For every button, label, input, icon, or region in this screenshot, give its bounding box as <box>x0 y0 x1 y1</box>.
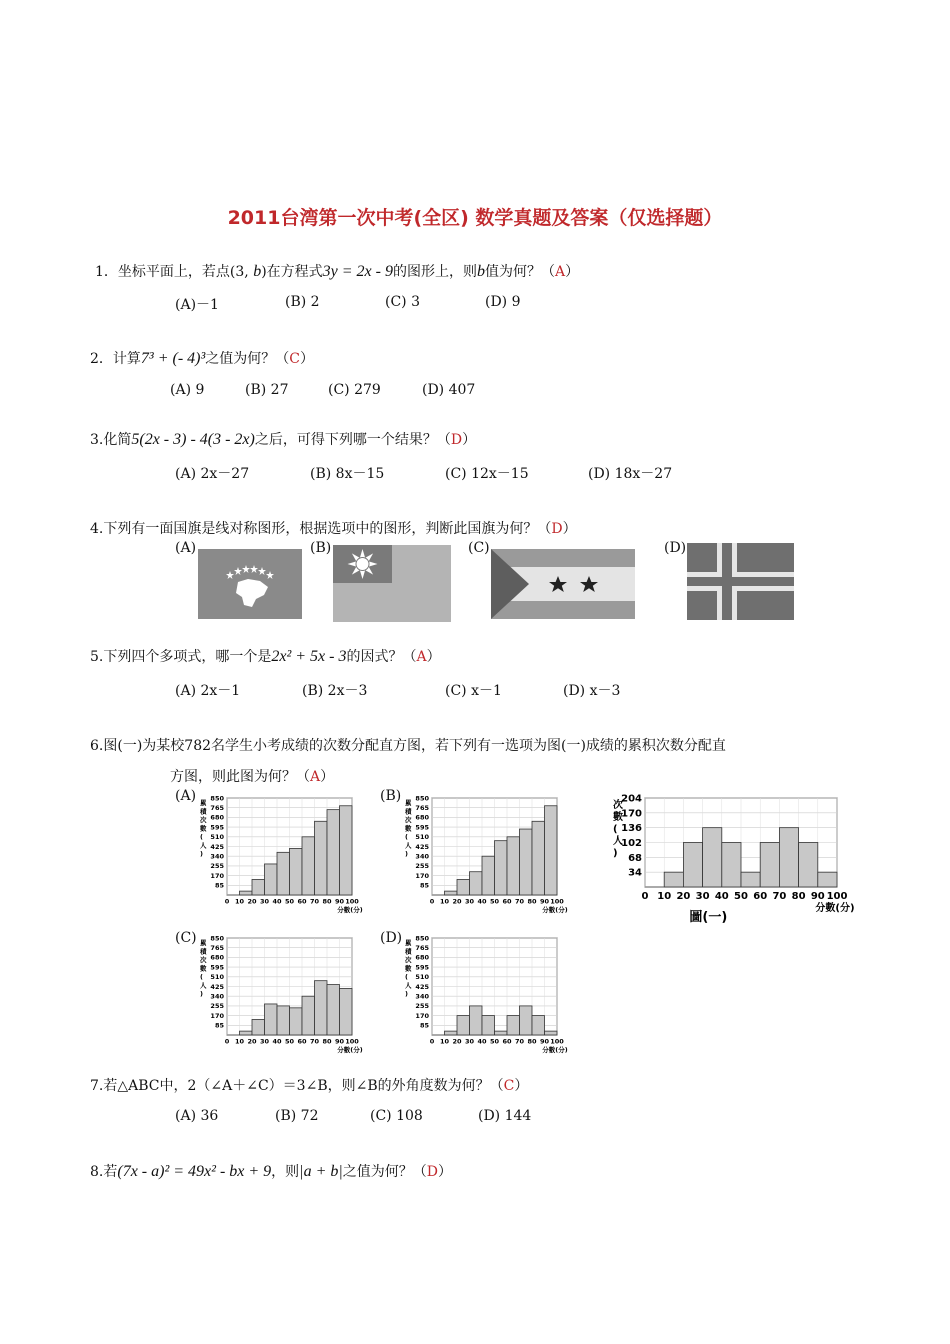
x-tick-label: 50 <box>489 897 500 906</box>
y-tick-label: 765 <box>415 803 429 812</box>
histogram-bar <box>302 996 315 1035</box>
q7-close: ） <box>514 1078 529 1094</box>
x-tick-label: 100 <box>345 1037 359 1046</box>
x-tick-label: 0 <box>429 1037 435 1046</box>
y-tick-label: 510 <box>210 833 224 842</box>
histogram-bar <box>482 856 495 895</box>
q1-equation: 3y = 2x - 9 <box>322 263 393 280</box>
histogram-bar <box>722 843 741 888</box>
histogram-bar <box>252 879 265 895</box>
y-tick-label: 68 <box>628 852 642 864</box>
q1-stem-a: 1．坐标平面上，若点(3, <box>95 264 254 280</box>
q6-stem-b: 方图，则此图为何？（ <box>170 769 310 785</box>
x-tick-label: 30 <box>259 1037 270 1046</box>
q3-option-d: (D) 18x－27 <box>588 466 673 482</box>
histogram-bar <box>277 1006 290 1035</box>
y-tick-label: 765 <box>415 943 429 952</box>
q7-answer: C <box>503 1078 515 1094</box>
y-axis-label-char: ( <box>200 833 203 841</box>
y-axis-label-char: 累 <box>200 939 207 947</box>
y-tick-label: 510 <box>415 973 429 982</box>
y-tick-label: 850 <box>415 794 429 803</box>
y-tick-label: 340 <box>415 852 429 861</box>
q7-option-c: (C) 108 <box>370 1108 423 1124</box>
q1-option-a: (A)－1 <box>175 297 219 313</box>
y-tick-label: 850 <box>415 934 429 943</box>
x-tick-label: 30 <box>695 891 710 902</box>
histogram-bar <box>470 872 483 895</box>
x-tick-label: 40 <box>477 897 487 906</box>
x-tick-label: 80 <box>791 891 806 902</box>
y-axis-label-char: 數 <box>200 824 207 833</box>
x-axis-label: 分數(分) <box>337 906 363 914</box>
y-axis-label-char: 次 <box>613 800 623 811</box>
x-tick-label: 80 <box>322 897 332 906</box>
q3-close: ） <box>462 432 477 448</box>
q5-option-a: (A) 2x－1 <box>175 683 241 699</box>
q3-option-c: (C) 12x－15 <box>445 466 529 482</box>
x-tick-label: 20 <box>452 897 462 906</box>
x-tick-label: 0 <box>224 1037 230 1046</box>
y-axis-label-char: ) <box>613 848 618 859</box>
y-tick-label: 204 <box>621 793 642 805</box>
y-axis-label-char: ( <box>405 833 408 841</box>
y-axis-label-char: 積 <box>405 807 412 816</box>
q7-option-b: (B) 72 <box>275 1108 319 1124</box>
x-tick-label: 70 <box>514 897 525 906</box>
y-axis-label-char: 次 <box>405 816 412 824</box>
x-tick-label: 80 <box>527 897 537 906</box>
x-tick-label: 40 <box>477 1037 487 1046</box>
histogram-bar <box>240 1031 253 1035</box>
q6-close: ） <box>320 769 335 785</box>
y-tick-label: 340 <box>415 992 429 1001</box>
x-tick-label: 0 <box>224 897 230 906</box>
histogram-bar <box>470 1006 483 1035</box>
x-tick-label: 50 <box>734 891 748 902</box>
y-axis-label-char: 人 <box>405 981 412 990</box>
y-tick-label: 255 <box>415 862 429 871</box>
y-tick-label: 255 <box>415 1002 429 1011</box>
histogram-option-b <box>400 790 568 915</box>
x-tick-label: 20 <box>452 1037 462 1046</box>
y-tick-label: 425 <box>210 842 224 851</box>
x-tick-label: 40 <box>272 897 282 906</box>
y-axis-label-char: ) <box>200 850 203 858</box>
histogram-bar <box>315 821 328 895</box>
y-axis-label-char: 人 <box>200 841 207 850</box>
histogram-bar <box>252 1019 265 1035</box>
question-5 <box>90 646 441 666</box>
q8-stem-c: 之值为何？（ <box>342 1164 427 1180</box>
roc-flag <box>333 545 451 622</box>
histogram-bar <box>741 872 760 887</box>
histogram-bar <box>457 879 470 895</box>
histogram-bar <box>495 841 508 895</box>
x-tick-label: 90 <box>334 897 345 906</box>
q2-option-c: (C) 279 <box>328 382 381 398</box>
y-tick-label: 680 <box>210 953 224 962</box>
y-tick-label: 510 <box>415 833 429 842</box>
x-tick-label: 30 <box>259 897 270 906</box>
y-axis-label-char: 積 <box>200 947 207 956</box>
x-tick-label: 40 <box>272 1037 282 1046</box>
y-tick-label: 595 <box>210 963 224 972</box>
q5-option-c: (C) x－1 <box>445 683 502 699</box>
y-axis-label-char: ( <box>200 973 203 981</box>
q6-label-c: (C) <box>175 930 197 946</box>
x-tick-label: 100 <box>345 897 359 906</box>
x-tick-label: 10 <box>234 1037 245 1046</box>
q1-stem-c: 的图形上，则 <box>392 264 477 280</box>
histogram-bar <box>302 837 315 895</box>
histogram-bar <box>532 1016 545 1035</box>
x-axis-label: 分數(分) <box>337 1046 363 1054</box>
histogram-bar <box>445 891 458 895</box>
y-axis-label-char: 累 <box>200 799 207 807</box>
x-tick-label: 90 <box>539 1037 550 1046</box>
y-tick-label: 85 <box>214 881 224 890</box>
q3-stem-b: 之后，可得下列哪一个结果？（ <box>254 432 451 448</box>
y-tick-label: 102 <box>621 838 642 849</box>
y-tick-label: 510 <box>210 973 224 982</box>
histogram-option-d <box>400 930 568 1055</box>
histogram-bar <box>290 1008 303 1035</box>
y-axis-label-char: 累 <box>405 799 412 807</box>
question-4 <box>90 518 577 538</box>
q3-option-a: (A) 2x－27 <box>175 466 250 482</box>
histogram-bar <box>818 872 837 887</box>
x-tick-label: 30 <box>464 897 475 906</box>
x-tick-label: 60 <box>297 1037 307 1046</box>
q6-label-a: (A) <box>175 788 197 804</box>
y-tick-label: 85 <box>419 1021 429 1030</box>
histogram-bar <box>482 1016 495 1035</box>
question-2 <box>90 348 314 368</box>
q8-abs-expression: |a + b| <box>299 1163 343 1180</box>
y-tick-label: 170 <box>210 1011 224 1020</box>
star-flag <box>491 549 635 619</box>
y-tick-label: 595 <box>210 823 224 832</box>
q8-stem-b: ，则 <box>271 1164 300 1180</box>
q1-answer: A <box>554 264 566 280</box>
x-axis-label: 分數(分) <box>815 903 855 914</box>
histogram-bar <box>799 843 818 888</box>
y-axis-label-char: 人 <box>613 836 623 847</box>
q5-stem-b: 的因式？（ <box>346 649 417 665</box>
x-tick-label: 20 <box>247 897 257 906</box>
x-tick-label: 90 <box>334 1037 345 1046</box>
histogram-bar <box>265 864 278 895</box>
q2-expression: 7³ + (- 4)³ <box>140 350 206 367</box>
y-axis-label-char: ( <box>613 824 618 835</box>
q1-stem-b: )在方程式 <box>261 264 323 280</box>
y-axis-label-char: 次 <box>200 816 207 824</box>
y-tick-label: 765 <box>210 943 224 952</box>
y-axis-label-char: 次 <box>405 956 412 964</box>
q3-option-b: (B) 8x－15 <box>310 466 385 482</box>
q8-close: ） <box>438 1164 452 1180</box>
question-1 <box>95 261 579 281</box>
q5-close: ） <box>426 649 441 665</box>
y-tick-label: 170 <box>415 871 429 880</box>
question-8 <box>90 1161 452 1181</box>
q8-expression: (7x - a)² = 49x² - bx + 9 <box>117 1163 272 1180</box>
y-tick-label: 595 <box>415 963 429 972</box>
y-axis-label-char: 次 <box>200 956 207 964</box>
histogram-bar <box>507 837 520 895</box>
q2-option-b: (B) 27 <box>245 382 289 398</box>
x-tick-label: 70 <box>514 1037 525 1046</box>
histogram-bar <box>265 1004 278 1035</box>
y-axis-label-char: ) <box>405 990 408 998</box>
y-tick-label: 170 <box>621 808 642 820</box>
y-axis-label-char: 人 <box>405 841 412 850</box>
histogram-bar <box>683 843 702 888</box>
q2-option-d: (D) 407 <box>422 382 476 398</box>
y-tick-label: 680 <box>415 953 429 962</box>
x-tick-label: 20 <box>676 891 691 902</box>
q2-close: ） <box>300 351 315 367</box>
q4-stem: 4.下列有一面国旗是线对称图形，根据选项中的图形，判断此国旗为何？（ <box>90 521 552 537</box>
y-tick-label: 340 <box>210 992 224 1001</box>
histogram-bar <box>545 806 558 895</box>
q1-option-c: (C) 3 <box>385 294 420 310</box>
x-tick-label: 60 <box>502 1037 512 1046</box>
y-axis-label-char: 數 <box>200 964 207 973</box>
histogram-bar <box>340 806 353 895</box>
histogram-bar <box>779 828 798 887</box>
histogram-bar <box>495 1031 508 1035</box>
y-axis-label-char: 累 <box>405 939 412 947</box>
x-tick-label: 20 <box>247 1037 257 1046</box>
q3-stem-a: 3.化简 <box>90 432 132 448</box>
x-tick-label: 0 <box>429 897 435 906</box>
question-7 <box>90 1075 528 1095</box>
x-tick-label: 90 <box>810 891 825 902</box>
y-tick-label: 595 <box>415 823 429 832</box>
x-tick-label: 50 <box>489 1037 500 1046</box>
histogram-bar <box>240 891 253 895</box>
y-tick-label: 170 <box>210 871 224 880</box>
question-6: 6.图(一)为某校782名学生小考成绩的次数分配直方图，若下列有一选项为图(一)成绩的累积次数分配直 <box>90 738 726 754</box>
histogram-bar <box>457 1016 470 1035</box>
nordic-cross-flag <box>687 543 794 620</box>
histogram-bar <box>545 1031 558 1035</box>
q2-stem-a: 2．计算 <box>90 351 141 367</box>
x-tick-label: 70 <box>309 897 320 906</box>
y-tick-label: 170 <box>415 1011 429 1020</box>
y-tick-label: 136 <box>621 823 642 835</box>
y-axis-label-char: ) <box>405 850 408 858</box>
y-axis-label-char: 積 <box>405 947 412 956</box>
q5-stem-a: 5.下列四个多项式，哪一个是 <box>90 649 272 665</box>
y-tick-label: 85 <box>419 881 429 890</box>
y-tick-label: 425 <box>415 842 429 851</box>
q1-option-b: (B) 2 <box>285 294 320 310</box>
question-3 <box>90 429 476 449</box>
x-tick-label: 100 <box>826 891 848 902</box>
q4-label-d: (D) <box>664 540 687 556</box>
q5-option-d: (D) x－3 <box>563 683 621 699</box>
y-axis-label-char: 數 <box>613 812 623 823</box>
y-axis-label-char: ) <box>200 990 203 998</box>
q7-option-d: (D) 144 <box>478 1108 532 1124</box>
x-tick-label: 10 <box>657 891 672 902</box>
x-axis-label: 分數(分) <box>542 1046 568 1054</box>
q1-var-b: b <box>253 263 262 280</box>
x-tick-label: 10 <box>439 1037 450 1046</box>
q4-label-c: (C) <box>468 540 490 556</box>
histogram-figure-1 <box>605 790 855 925</box>
q7-option-a: (A) 36 <box>175 1108 219 1124</box>
x-tick-label: 60 <box>502 897 512 906</box>
q6-answer: A <box>310 769 321 785</box>
q6-label-b: (B) <box>380 788 402 804</box>
histogram-bar <box>507 1016 520 1035</box>
x-tick-label: 10 <box>234 897 245 906</box>
y-axis-label-char: ( <box>405 973 408 981</box>
q8-answer: D <box>426 1164 438 1180</box>
y-tick-label: 255 <box>210 1002 224 1011</box>
q7-stem: 7.若△ABC中，2（∠A＋∠C）＝3∠B，则∠B的外角度数为何？（ <box>90 1078 504 1094</box>
x-tick-label: 50 <box>284 897 295 906</box>
y-axis-label-char: 人 <box>200 981 207 990</box>
y-tick-label: 85 <box>214 1021 224 1030</box>
histogram-bar <box>340 988 353 1035</box>
y-tick-label: 34 <box>628 867 642 879</box>
histogram-bar <box>315 981 328 1035</box>
y-tick-label: 255 <box>210 862 224 871</box>
figure-caption: 圖(一) <box>689 910 728 925</box>
y-tick-label: 340 <box>210 852 224 861</box>
q2-answer: C <box>289 351 301 367</box>
document-title: 2011台湾第一次中考(全区) 数学真题及答案（仅选择题） <box>227 207 723 229</box>
q1-option-d: (D) 9 <box>485 294 521 310</box>
y-tick-label: 680 <box>210 813 224 822</box>
histogram-bar <box>290 848 303 895</box>
x-tick-label: 30 <box>464 1037 475 1046</box>
y-tick-label: 850 <box>210 794 224 803</box>
histogram-bar <box>445 1031 458 1035</box>
y-tick-label: 765 <box>210 803 224 812</box>
x-tick-label: 80 <box>322 1037 332 1046</box>
y-axis-label-char: 數 <box>405 964 412 973</box>
x-tick-label: 0 <box>641 891 649 902</box>
y-tick-label: 425 <box>415 982 429 991</box>
kosovo-flag <box>198 549 302 619</box>
q4-label-a: (A) <box>175 540 197 556</box>
q3-expression: 5(2x - 3) - 4(3 - 2x) <box>131 431 255 448</box>
histogram-bar <box>664 872 683 887</box>
x-tick-label: 70 <box>309 1037 320 1046</box>
y-tick-label: 425 <box>210 982 224 991</box>
q4-answer: D <box>551 521 563 537</box>
y-axis-label-char: 數 <box>405 824 412 833</box>
x-tick-label: 100 <box>550 1037 564 1046</box>
q5-answer: A <box>416 649 427 665</box>
y-tick-label: 850 <box>210 934 224 943</box>
q1-close: ） <box>565 264 580 280</box>
histogram-bar <box>760 843 779 888</box>
x-tick-label: 10 <box>439 897 450 906</box>
x-tick-label: 70 <box>772 891 787 902</box>
histogram-bar <box>327 985 340 1035</box>
x-tick-label: 100 <box>550 897 564 906</box>
histogram-option-c <box>195 930 363 1055</box>
q5-option-b: (B) 2x－3 <box>302 683 368 699</box>
histogram-bar <box>277 852 290 895</box>
q6-label-d: (D) <box>380 930 403 946</box>
q3-answer: D <box>450 432 463 448</box>
x-tick-label: 60 <box>297 897 307 906</box>
q1-var-b-2: b <box>476 263 485 280</box>
question-6-line-2 <box>170 766 334 786</box>
x-tick-label: 40 <box>714 891 729 902</box>
x-tick-label: 50 <box>284 1037 295 1046</box>
q4-close: ） <box>562 521 577 537</box>
x-tick-label: 60 <box>753 891 768 902</box>
q8-stem-a: 8.若 <box>90 1164 118 1180</box>
q4-label-b: (B) <box>310 540 332 556</box>
histogram-bar <box>703 828 722 887</box>
histogram-option-a <box>195 790 363 915</box>
q5-expression: 2x² + 5x - 3 <box>271 648 347 665</box>
histogram-bar <box>520 829 533 895</box>
histogram-bar <box>520 1006 533 1035</box>
y-tick-label: 680 <box>415 813 429 822</box>
x-tick-label: 80 <box>527 1037 537 1046</box>
q2-option-a: (A) 9 <box>170 382 205 398</box>
histogram-bar <box>327 810 340 895</box>
y-axis-label-char: 積 <box>200 807 207 816</box>
q2-stem-b: 之值为何？（ <box>205 351 290 367</box>
histogram-bar <box>532 821 545 895</box>
q1-stem-d: 值为何？（ <box>484 264 555 280</box>
x-axis-label: 分數(分) <box>542 906 568 914</box>
x-tick-label: 90 <box>539 897 550 906</box>
